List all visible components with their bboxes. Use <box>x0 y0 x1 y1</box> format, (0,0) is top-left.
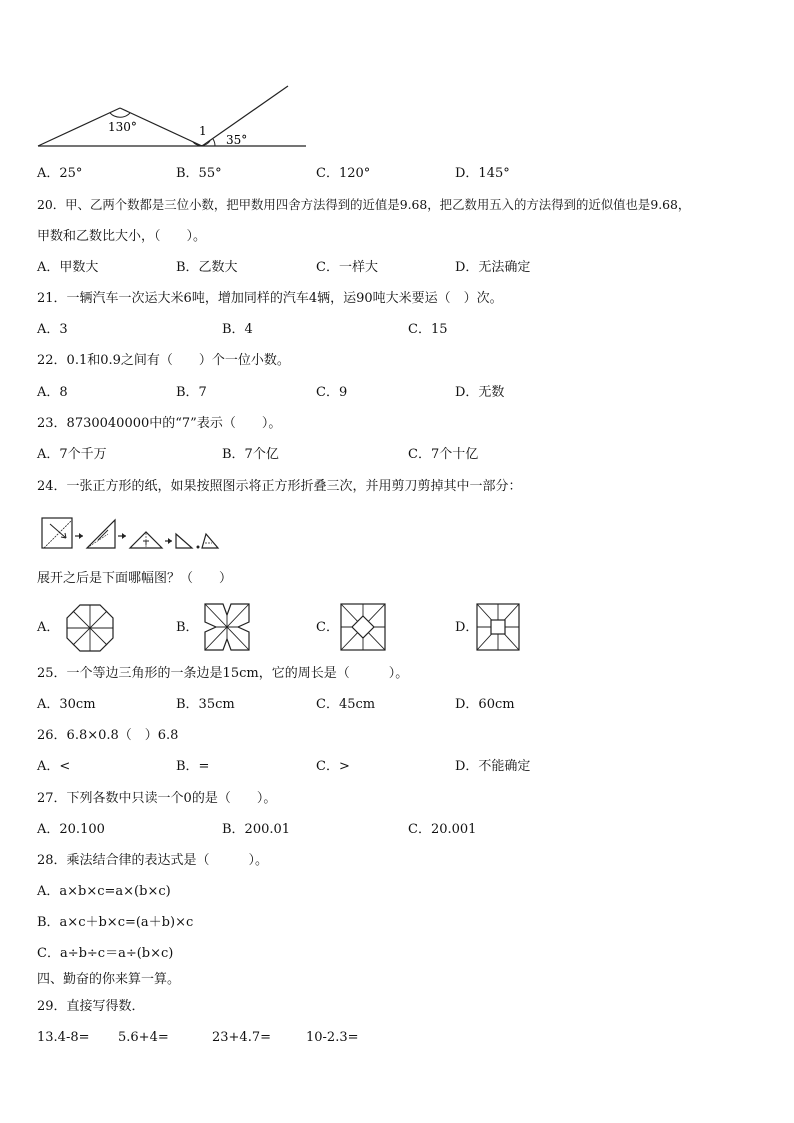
q26-option-c[interactable]: C．> <box>316 759 350 774</box>
q29-item-4: 10-2.3= <box>306 1030 359 1045</box>
q26-option-d[interactable]: D．不能确定 <box>455 759 531 774</box>
q27-option-c[interactable]: C．20.001 <box>408 822 477 837</box>
q20-option-c[interactable]: C．一样大 <box>316 260 378 275</box>
q19-option-c[interactable]: C．120° <box>316 166 371 181</box>
q22-option-c[interactable]: C．9 <box>316 385 348 400</box>
q24-option-d-square-figure[interactable] <box>476 603 520 651</box>
q28-option-c[interactable]: C．a÷b÷c＝a÷(b×c) <box>37 946 174 961</box>
q24-option-b-label[interactable]: B． <box>176 620 199 635</box>
folding-steps-figure <box>40 514 230 554</box>
q24-text: 24．一张正方形的纸，如果按照图示将正方形折叠三次，并用剪刀剪掉其中一部分： <box>37 479 522 494</box>
q19-option-b[interactable]: B．55° <box>176 166 222 181</box>
q21-text: 21．一辆汽车一次运大米6吨，增加同样的汽车4辆，运90吨大米要运（ ）次。 <box>37 291 503 306</box>
q26-option-a[interactable]: A．< <box>37 759 71 774</box>
q22-option-d[interactable]: D．无数 <box>455 385 505 400</box>
angle-1-label: 1 <box>199 124 207 138</box>
q24-option-a-label[interactable]: A． <box>37 620 60 635</box>
q24-question: 展开之后是下面哪幅图？（ ） <box>37 571 233 586</box>
q20-text-line1: 20．甲、乙两个数都是三位小数，把甲数用四舍方法得到的近值是9.68，把乙数用五入的方法得到的近似值也是9.68， <box>37 197 691 212</box>
q25-option-b[interactable]: B．35cm <box>176 697 235 712</box>
q25-option-d[interactable]: D．60cm <box>455 697 515 712</box>
q23-option-a[interactable]: A．7个千万 <box>37 447 107 462</box>
q24-option-c-label[interactable]: C． <box>316 620 339 635</box>
q20-text-line2: 甲数和乙数比大小，（ ）。 <box>37 229 207 244</box>
q27-option-a[interactable]: A．20.100 <box>37 822 105 837</box>
q19-option-d[interactable]: D．145° <box>455 166 510 181</box>
angle-figure <box>36 84 336 154</box>
q25-option-a[interactable]: A．30cm <box>37 697 96 712</box>
q29-item-1: 13.4-8= <box>37 1030 90 1045</box>
q21-option-a[interactable]: A．3 <box>37 322 68 337</box>
q24-option-c-diamond-figure[interactable] <box>340 603 386 651</box>
q28-option-a[interactable]: A．a×b×c=a×(b×c) <box>37 884 171 899</box>
q29-text: 29．直接写得数． <box>37 999 145 1014</box>
angle-130-label: 130° <box>108 120 137 134</box>
q21-option-c[interactable]: C．15 <box>408 322 448 337</box>
q22-text: 22．0.1和0.9之间有（ ）个一位小数。 <box>37 353 290 368</box>
q25-text: 25．一个等边三角形的一条边是15cm，它的周长是（ ）。 <box>37 666 409 681</box>
q19-option-a[interactable]: A．25° <box>37 166 83 181</box>
q20-option-b[interactable]: B．乙数大 <box>176 260 238 275</box>
q20-option-a[interactable]: A．甲数大 <box>37 260 99 275</box>
q21-option-b[interactable]: B．4 <box>222 322 253 337</box>
q24-option-b-notched-figure[interactable] <box>204 603 250 651</box>
q23-option-b[interactable]: B．7个亿 <box>222 447 279 462</box>
q25-option-c[interactable]: C．45cm <box>316 697 376 712</box>
q22-option-a[interactable]: A．8 <box>37 385 68 400</box>
q22-option-b[interactable]: B．7 <box>176 385 207 400</box>
angle-35-label: 35° <box>226 133 248 147</box>
section-4-title: 四、勤奋的你来算一算。 <box>37 972 181 987</box>
q24-option-d-label[interactable]: D． <box>455 620 479 635</box>
q26-text: 26．6.8×0.8（ ）6.8 <box>37 728 179 743</box>
q26-option-b[interactable]: B．= <box>176 759 210 774</box>
q29-item-3: 23+4.7= <box>212 1030 272 1045</box>
q28-text: 28．乘法结合律的表达式是（ ）。 <box>37 853 269 868</box>
q23-option-c[interactable]: C．7个十亿 <box>408 447 479 462</box>
q24-option-a-octagon-figure[interactable] <box>66 604 114 652</box>
q20-option-d[interactable]: D．无法确定 <box>455 260 531 275</box>
q29-item-2: 5.6+4= <box>118 1030 169 1045</box>
q23-text: 23．8730040000中的“7”表示（ ）。 <box>37 416 282 431</box>
q27-text: 27．下列各数中只读一个0的是（ ）。 <box>37 791 277 806</box>
q28-option-b[interactable]: B．a×c＋b×c=(a＋b)×c <box>37 915 194 930</box>
q27-option-b[interactable]: B．200.01 <box>222 822 291 837</box>
